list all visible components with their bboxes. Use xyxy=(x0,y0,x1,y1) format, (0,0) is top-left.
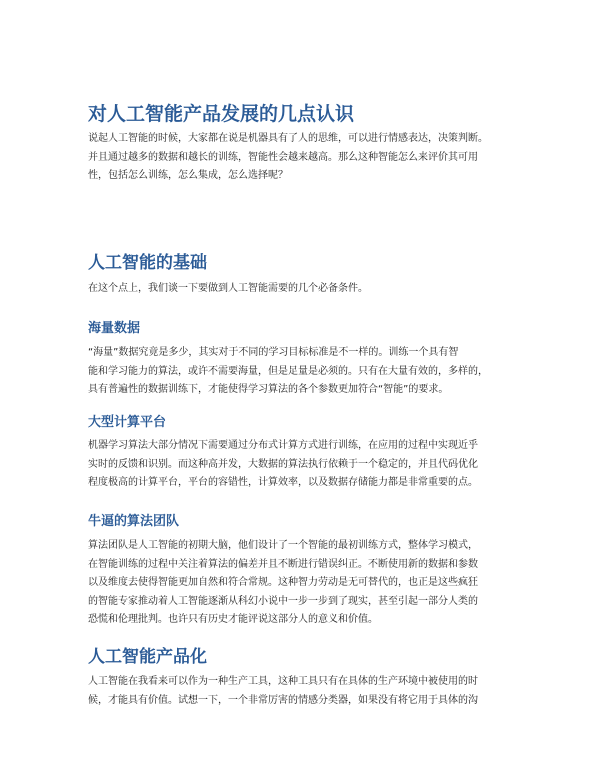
section-heading-foundation: 人工智能的基础 xyxy=(88,253,207,273)
subsection-heading-algorithm-team: 牛逼的算法团队 xyxy=(88,514,180,529)
paragraph-line: 机器学习算法大部分情况下需要通过分布式计算方式进行训练，在应用的过程中实现近乎 xyxy=(88,440,478,451)
subsection-heading-massive-data: 海量数据 xyxy=(88,321,141,336)
section-heading-productization: 人工智能产品化 xyxy=(88,647,207,667)
paragraph-line: 说起人工智能的时候，大家都在说是机器具有了人的思维，可以进行情感表达，决策判断。 xyxy=(88,133,488,144)
paragraph-line: 性，包括怎么训练，怎么集成，怎么选择呢？ xyxy=(88,170,288,181)
massive-data-paragraph xyxy=(88,344,520,400)
productization-paragraph xyxy=(88,673,520,710)
paragraph-line: 的智能专家推动着人工智能逐渐从科幻小说中一步一步到了现实，甚至引起一部分人类的 xyxy=(88,595,478,607)
paragraph-line: 具有普遍性的数据训练下，才能使得学习算法的各个参数更加符合“智能”的要求。 xyxy=(88,384,449,395)
paragraph-line: 并且通过越多的数据和越长的训练，智能性会越来越高。那么这种智能怎么来评价其可用 xyxy=(88,151,478,163)
foundation-paragraph xyxy=(88,280,520,299)
paragraph-line: 候，才能具有价值。试想一下，一个非常厉害的情感分类器，如果没有将它用于具体的沟 xyxy=(88,694,478,706)
compute-platform-paragraph xyxy=(88,437,520,493)
document-title: 对人工智能产品发展的几点认识 xyxy=(88,103,355,125)
paragraph-line: 实时的反馈和识别。而这种高并发，大数据的算法执行依赖于一个稳定的，并且代码优化 xyxy=(88,458,478,470)
paragraph-line: 在智能训练的过程中关注着算法的偏差并且不断进行错误纠正。不断使用新的数据和参数 xyxy=(88,558,478,570)
paragraph-line: 算法团队是人工智能的初期大脑，他们设计了一个智能的最初训练方式，整体学习模式， xyxy=(88,540,478,551)
paragraph-line: “海量”数据究竟是多少，其实对于不同的学习目标标准是不一样的。训练一个具有智 xyxy=(88,347,459,358)
algorithm-team-paragraph xyxy=(88,537,520,630)
intro-paragraph xyxy=(88,130,520,186)
paragraph-line: 恐慌和伦理批判。也许只有历史才能评说这部分人的意义和价值。 xyxy=(88,614,378,625)
paragraph-line: 能和学习能力的算法，或许不需要海量，但是足量是必须的。只有在大量有效的，多样的， xyxy=(88,365,488,377)
subsection-heading-compute-platform: 大型计算平台 xyxy=(88,415,167,430)
paragraph-line: 程度极高的计算平台，平台的容错性，计算效率，以及数据存储能力都是非常重要的点。 xyxy=(88,477,478,488)
paragraph-line: 人工智能在我看来可以作为一种生产工具，这种工具只有在具体的生产环境中被使用的时 xyxy=(88,676,478,687)
paragraph-line: 以及维度去使得智能更加自然和符合常规。这种智力劳动是无可替代的，也正是这些疯狂 xyxy=(88,577,478,588)
paragraph-line: 在这个点上，我们谈一下要做到人工智能需要的几个必备条件。 xyxy=(88,283,368,294)
